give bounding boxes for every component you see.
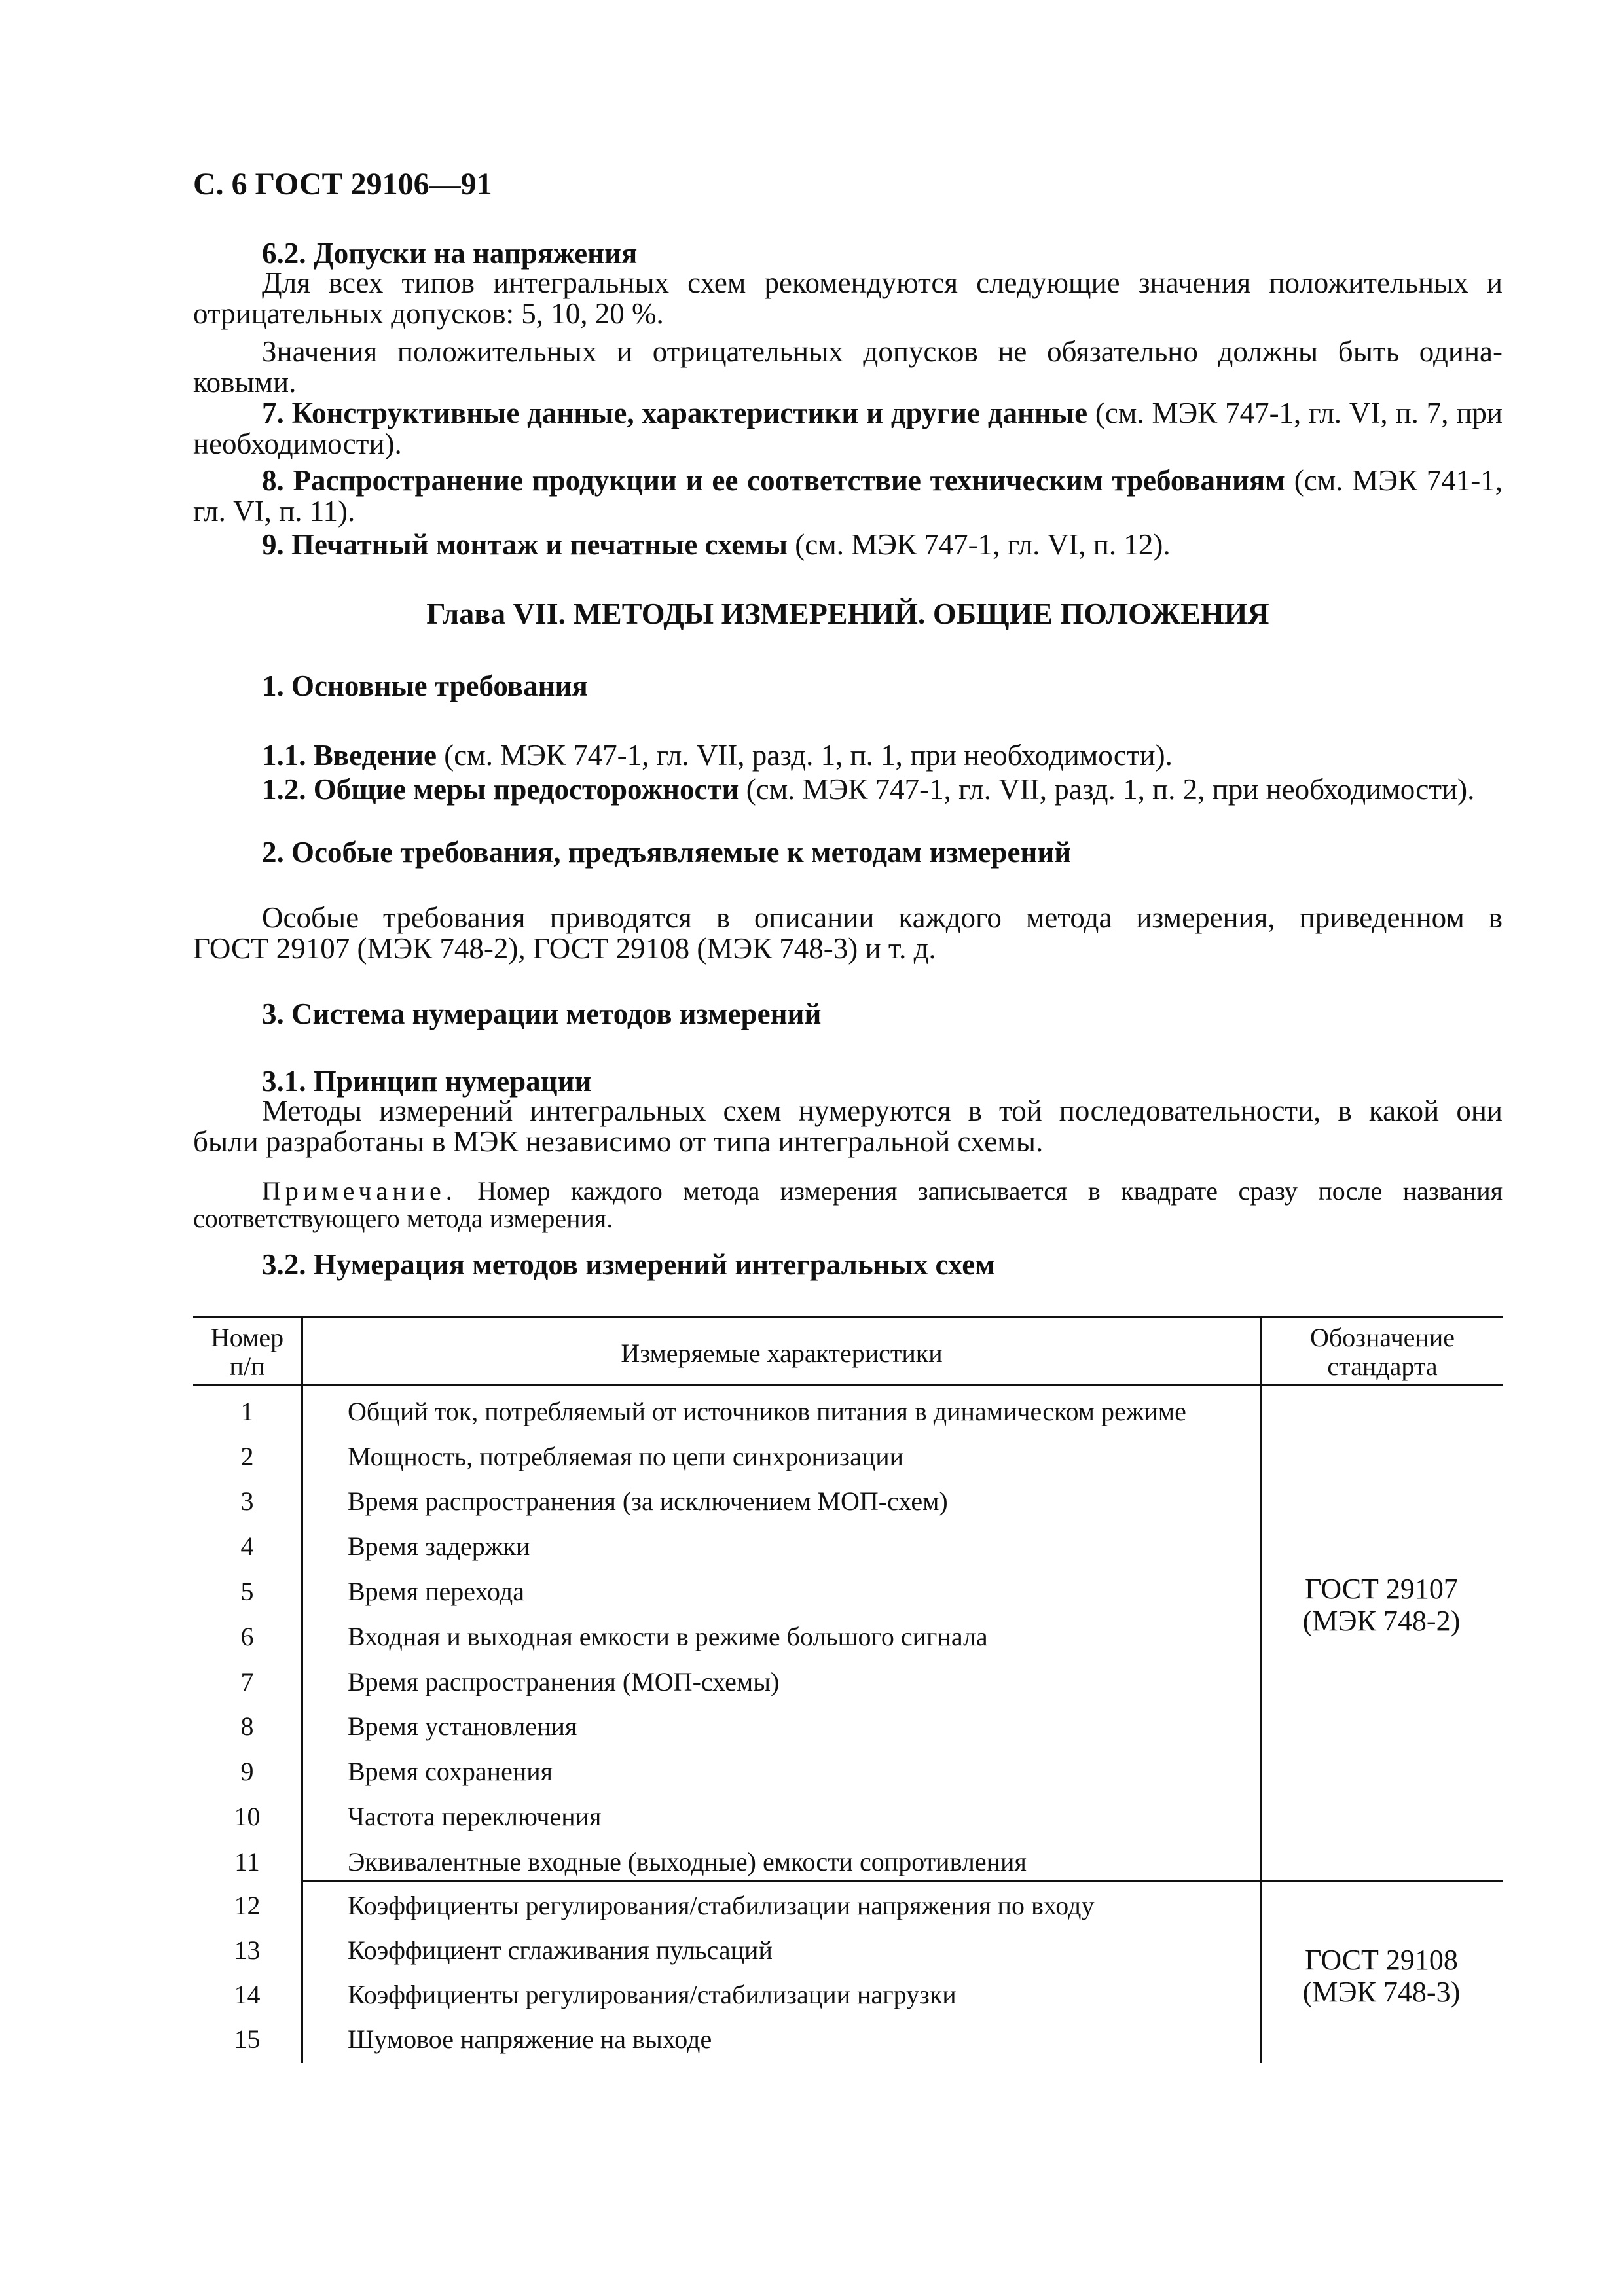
row-characteristic: Время распространения (за исключением МОП-схем) — [348, 1486, 948, 1516]
row-number: 4 — [240, 1532, 254, 1561]
row-number: 8 — [240, 1712, 254, 1741]
section-1-1 — [262, 741, 1571, 770]
column-header-standard-l2: стандарта — [1327, 1352, 1438, 1381]
row-number: 12 — [234, 1891, 261, 1920]
column-header-number-l2: п/п — [229, 1352, 265, 1381]
item-8-title: 8. Распространение продукции и ее соответствие техническим требованиям — [262, 464, 1285, 497]
item-7-line1 — [262, 399, 1503, 428]
section-1-1-title: 1.1. Введение — [262, 739, 437, 772]
section-1-2-ref: (см. МЭК 747-1, гл. VII, разд. 1, п. 2, при необходимости). — [739, 773, 1475, 806]
section-2-title: 2. Особые требования, предъявляемые к методам измерений — [262, 836, 1072, 869]
standard-group-1 — [1260, 1573, 1503, 1638]
item-8-ref: (см. МЭК 741-1, — [1285, 464, 1503, 497]
item-7-ref: (см. МЭК 747-1, гл. VI, п. 7, при — [1087, 397, 1503, 429]
row-number: 7 — [240, 1667, 254, 1696]
note-line2: соответствующего метода измерения. — [193, 1204, 613, 1233]
section-1-1-ref: (см. МЭК 747-1, гл. VII, разд. 1, п. 1, при необходимости). — [437, 739, 1173, 772]
item-9-title: 9. Печатный монтаж и печатные схемы — [262, 528, 788, 561]
row-number: 1 — [240, 1397, 254, 1426]
paragraph-line: Особые требования приводятся в описании каждого метода измерения, приведенном в — [262, 901, 1503, 934]
chapter-title: Глава VII. МЕТОДЫ ИЗМЕРЕНИЙ. ОБЩИЕ ПОЛОЖЕНИЯ — [426, 597, 1269, 630]
standard-iec-ref: (МЭК 748-2) — [1302, 1605, 1461, 1638]
row-number: 2 — [240, 1442, 254, 1471]
section-3-title: 3. Система нумерации методов измерений — [262, 997, 822, 1030]
row-number: 9 — [240, 1757, 254, 1786]
item-8-line1 — [262, 466, 1503, 495]
row-characteristic: Время перехода — [348, 1577, 524, 1606]
table-group-rule — [301, 1880, 1503, 1882]
row-characteristic: Время сохранения — [348, 1757, 553, 1786]
row-characteristic: Мощность, потребляемая по цепи синхронизации — [348, 1442, 904, 1471]
row-number: 14 — [234, 1980, 261, 2009]
paragraph-line: необходимости). — [193, 427, 402, 460]
row-characteristic: Время задержки — [348, 1532, 530, 1561]
item-9-ref: (см. МЭК 747-1, гл. VI, п. 12). — [788, 528, 1171, 561]
section-1-2 — [262, 775, 1571, 804]
standard-code: ГОСТ 29107 — [1305, 1573, 1458, 1605]
column-header-standard — [1262, 1323, 1503, 1381]
paragraph-line: гл. VI, п. 11). — [193, 495, 356, 528]
row-characteristic: Частота переключения — [348, 1802, 602, 1831]
row-number: 10 — [234, 1802, 261, 1831]
standard-iec-ref: (МЭК 748-3) — [1302, 1976, 1461, 2009]
paragraph-line: ГОСТ 29107 (МЭК 748-2), ГОСТ 29108 (МЭК 748-3) и т. д. — [193, 932, 936, 965]
standard-group-2 — [1260, 1944, 1503, 2009]
row-characteristic: Общий ток, потребляемый от источников питания в динамическом режиме — [348, 1397, 1186, 1426]
paragraph-line: ковыми. — [193, 366, 297, 399]
row-number: 13 — [234, 1935, 261, 1965]
section-3-2-title: 3.2. Нумерация методов измерений интегральных схем — [262, 1248, 995, 1281]
page-header: С. 6 ГОСТ 29106—91 — [193, 167, 492, 202]
measurement-methods-table — [193, 1316, 1503, 2063]
row-characteristic: Время установления — [348, 1712, 577, 1741]
table-top-rule — [193, 1316, 1503, 1318]
paragraph-line: Для всех типов интегральных схем рекомендуются следующие значения положительных и — [262, 266, 1503, 299]
item-7-title: 7. Конструктивные данные, характеристики и другие данные — [262, 397, 1088, 429]
row-characteristic: Входная и выходная емкости в режиме большого сигнала — [348, 1622, 988, 1651]
section-1-2-title: 1.2. Общие меры предосторожности — [262, 773, 739, 806]
item-9-line — [262, 530, 1571, 560]
note-label: Примечание. — [262, 1176, 457, 1206]
row-number: 11 — [234, 1847, 260, 1876]
standard-code: ГОСТ 29108 — [1305, 1944, 1458, 1976]
paragraph-line: были разработаны в МЭК независимо от типа интегральной схемы. — [193, 1125, 1044, 1158]
row-number: 15 — [234, 2024, 261, 2054]
row-characteristic: Время распространения (МОП-схемы) — [348, 1667, 780, 1696]
table-header-rule — [193, 1384, 1503, 1386]
row-characteristic: Эквивалентные входные (выходные) емкости сопротивления — [348, 1847, 1027, 1876]
paragraph-line: Значения положительных и отрицательных допусков не обязательно должны быть одина- — [262, 335, 1503, 368]
row-characteristic: Шумовое напряжение на выходе — [348, 2024, 712, 2054]
row-characteristic: Коэффициенты регулирования/стабилизации нагрузки — [348, 1980, 957, 2009]
column-header-standard-l1: Обозначение — [1309, 1323, 1455, 1352]
row-characteristic: Коэффициент сглаживания пульсаций — [348, 1935, 773, 1965]
note-line1 — [262, 1178, 1503, 1204]
section-6-2-title: 6.2. Допуски на напряжения — [262, 237, 638, 270]
column-header-number-l1: Номер — [210, 1323, 284, 1352]
row-number: 3 — [240, 1486, 254, 1516]
row-characteristic: Коэффициенты регулирования/стабилизации напряжения по входу — [348, 1891, 1095, 1920]
column-header-number — [193, 1323, 301, 1381]
section-1-title: 1. Основные требования — [262, 670, 588, 702]
row-number: 5 — [240, 1577, 254, 1606]
table-vline — [301, 1316, 303, 2063]
row-number: 6 — [240, 1622, 254, 1651]
section-3-1-title: 3.1. Принцип нумерации — [262, 1065, 592, 1098]
paragraph-line: Методы измерений интегральных схем нумеруются в той последовательности, в какой они — [262, 1094, 1503, 1127]
column-header-characteristics: Измеряемые характеристики — [621, 1338, 943, 1368]
note-text: Номер каждого метода измерения записывается в квадрате сразу после названия — [456, 1176, 1503, 1206]
paragraph-line: отрицательных допусков: 5, 10, 20 %. — [193, 297, 664, 330]
